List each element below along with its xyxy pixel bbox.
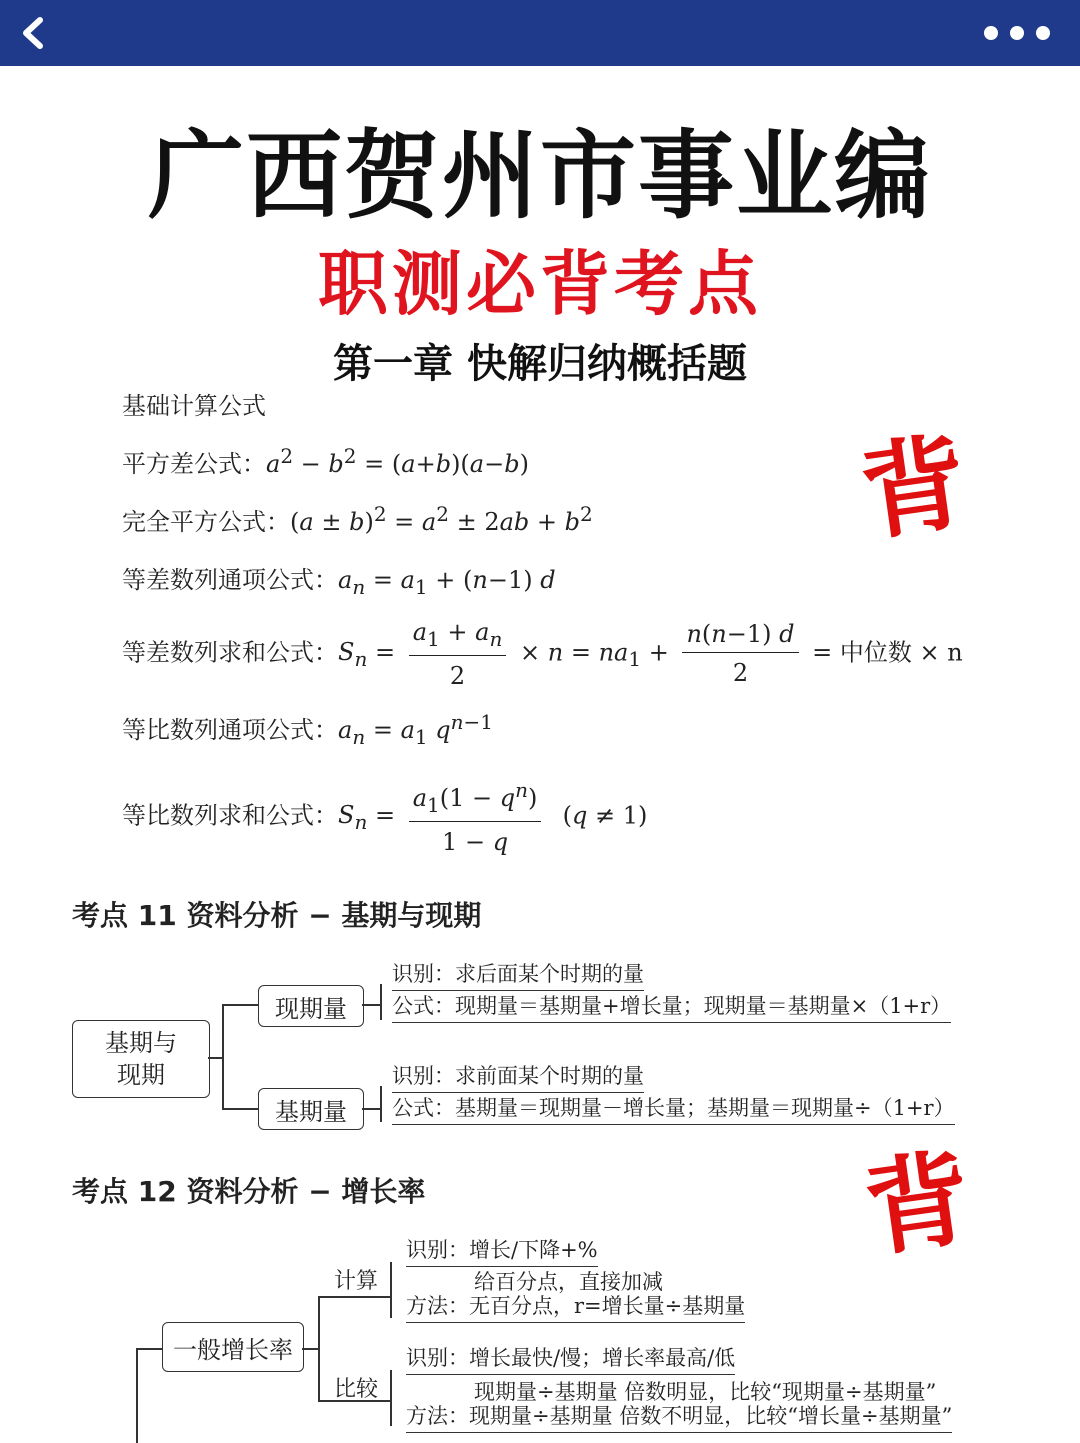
section-12-title: 考点 12 资料分析 − 增长率 — [72, 1175, 426, 1208]
node-general-growth-rate: 一般增长率 — [162, 1322, 304, 1372]
branch-compare: 比较 — [334, 1377, 379, 1402]
formula-heading: 基础计算公式 — [122, 392, 266, 420]
more-dots-icon — [984, 26, 998, 40]
top-bar — [0, 0, 1080, 66]
calc-method-1: 给百分点，直接加减 — [474, 1270, 663, 1294]
section-11-title: 考点 11 资料分析 − 基期与现期 — [72, 899, 482, 932]
branch-calculate: 计算 — [334, 1269, 379, 1294]
current-formula: 公式：现期量＝基期量+增长量；现期量＝基期量×（1+r） — [392, 990, 951, 1023]
memorize-stamp-2: 背 — [857, 1135, 978, 1272]
chapter-title: 第一章 快解归纳概括题 — [333, 341, 747, 387]
page-title: 广西贺州市事业编 — [148, 119, 932, 232]
node-current-quantity: 现期量 — [258, 985, 364, 1027]
back-button[interactable] — [10, 10, 56, 56]
calc-identify: 识别：增长/下降+% — [406, 1234, 598, 1267]
formula-perfect-square: 完全平方公式：$(a \pm b)^2 = a^2 \pm 2ab + b^2$ — [122, 502, 593, 536]
base-formula: 公式：基期量＝现期量－增长量；基期量＝现期量÷（1+r） — [392, 1092, 955, 1125]
current-identify: 识别：求后面某个时期的量 — [392, 958, 644, 991]
formula-geo-sum: 等比数列求和公式：$S_n$ = $\frac{a_1(1 - q^n)}{1 - q}$ (q ≠ 1) — [122, 778, 648, 856]
mindmap-root-base-current: 基期与 现期 — [72, 1020, 210, 1098]
page-subtitle: 职测必背考点 — [318, 242, 762, 325]
formula-diff-of-squares: 平方差公式：$a^2 - b^2 = (a+b)(a-b)$ — [122, 444, 529, 478]
more-button[interactable] — [984, 20, 1050, 46]
formula-arith-sum: 等差数列求和公式：$S_n$ = $\frac{a_1 + a_n}{2}$ × $n = na_1$ + $\frac{n(n-1) d}{2}$ = 中位数 × n — [122, 618, 963, 690]
compare-method-1: 现期量÷基期量 倍数明显，比较“现期量÷基期量” — [474, 1380, 937, 1404]
calc-method-2: 方法：无百分点，r=增长量÷基期量 — [406, 1290, 745, 1323]
memorize-stamp: 背 — [853, 419, 974, 556]
node-base-quantity: 基期量 — [258, 1088, 364, 1130]
base-identify: 识别：求前面某个时期的量 — [392, 1060, 644, 1093]
formula-arith-general-term: 等差数列通项公式：$a_n = a_1 + (n-1)$ d — [122, 566, 556, 599]
formula-geo-general-term: 等比数列通项公式：$a_n = a_1$ $q^{n-1}$ — [122, 710, 494, 749]
compare-identify: 识别：增长最快/慢；增长率最高/低 — [406, 1342, 735, 1375]
chevron-left-icon — [10, 10, 56, 56]
compare-method-2: 方法：现期量÷基期量 倍数不明显，比较“增长量÷基期量” — [406, 1400, 952, 1433]
